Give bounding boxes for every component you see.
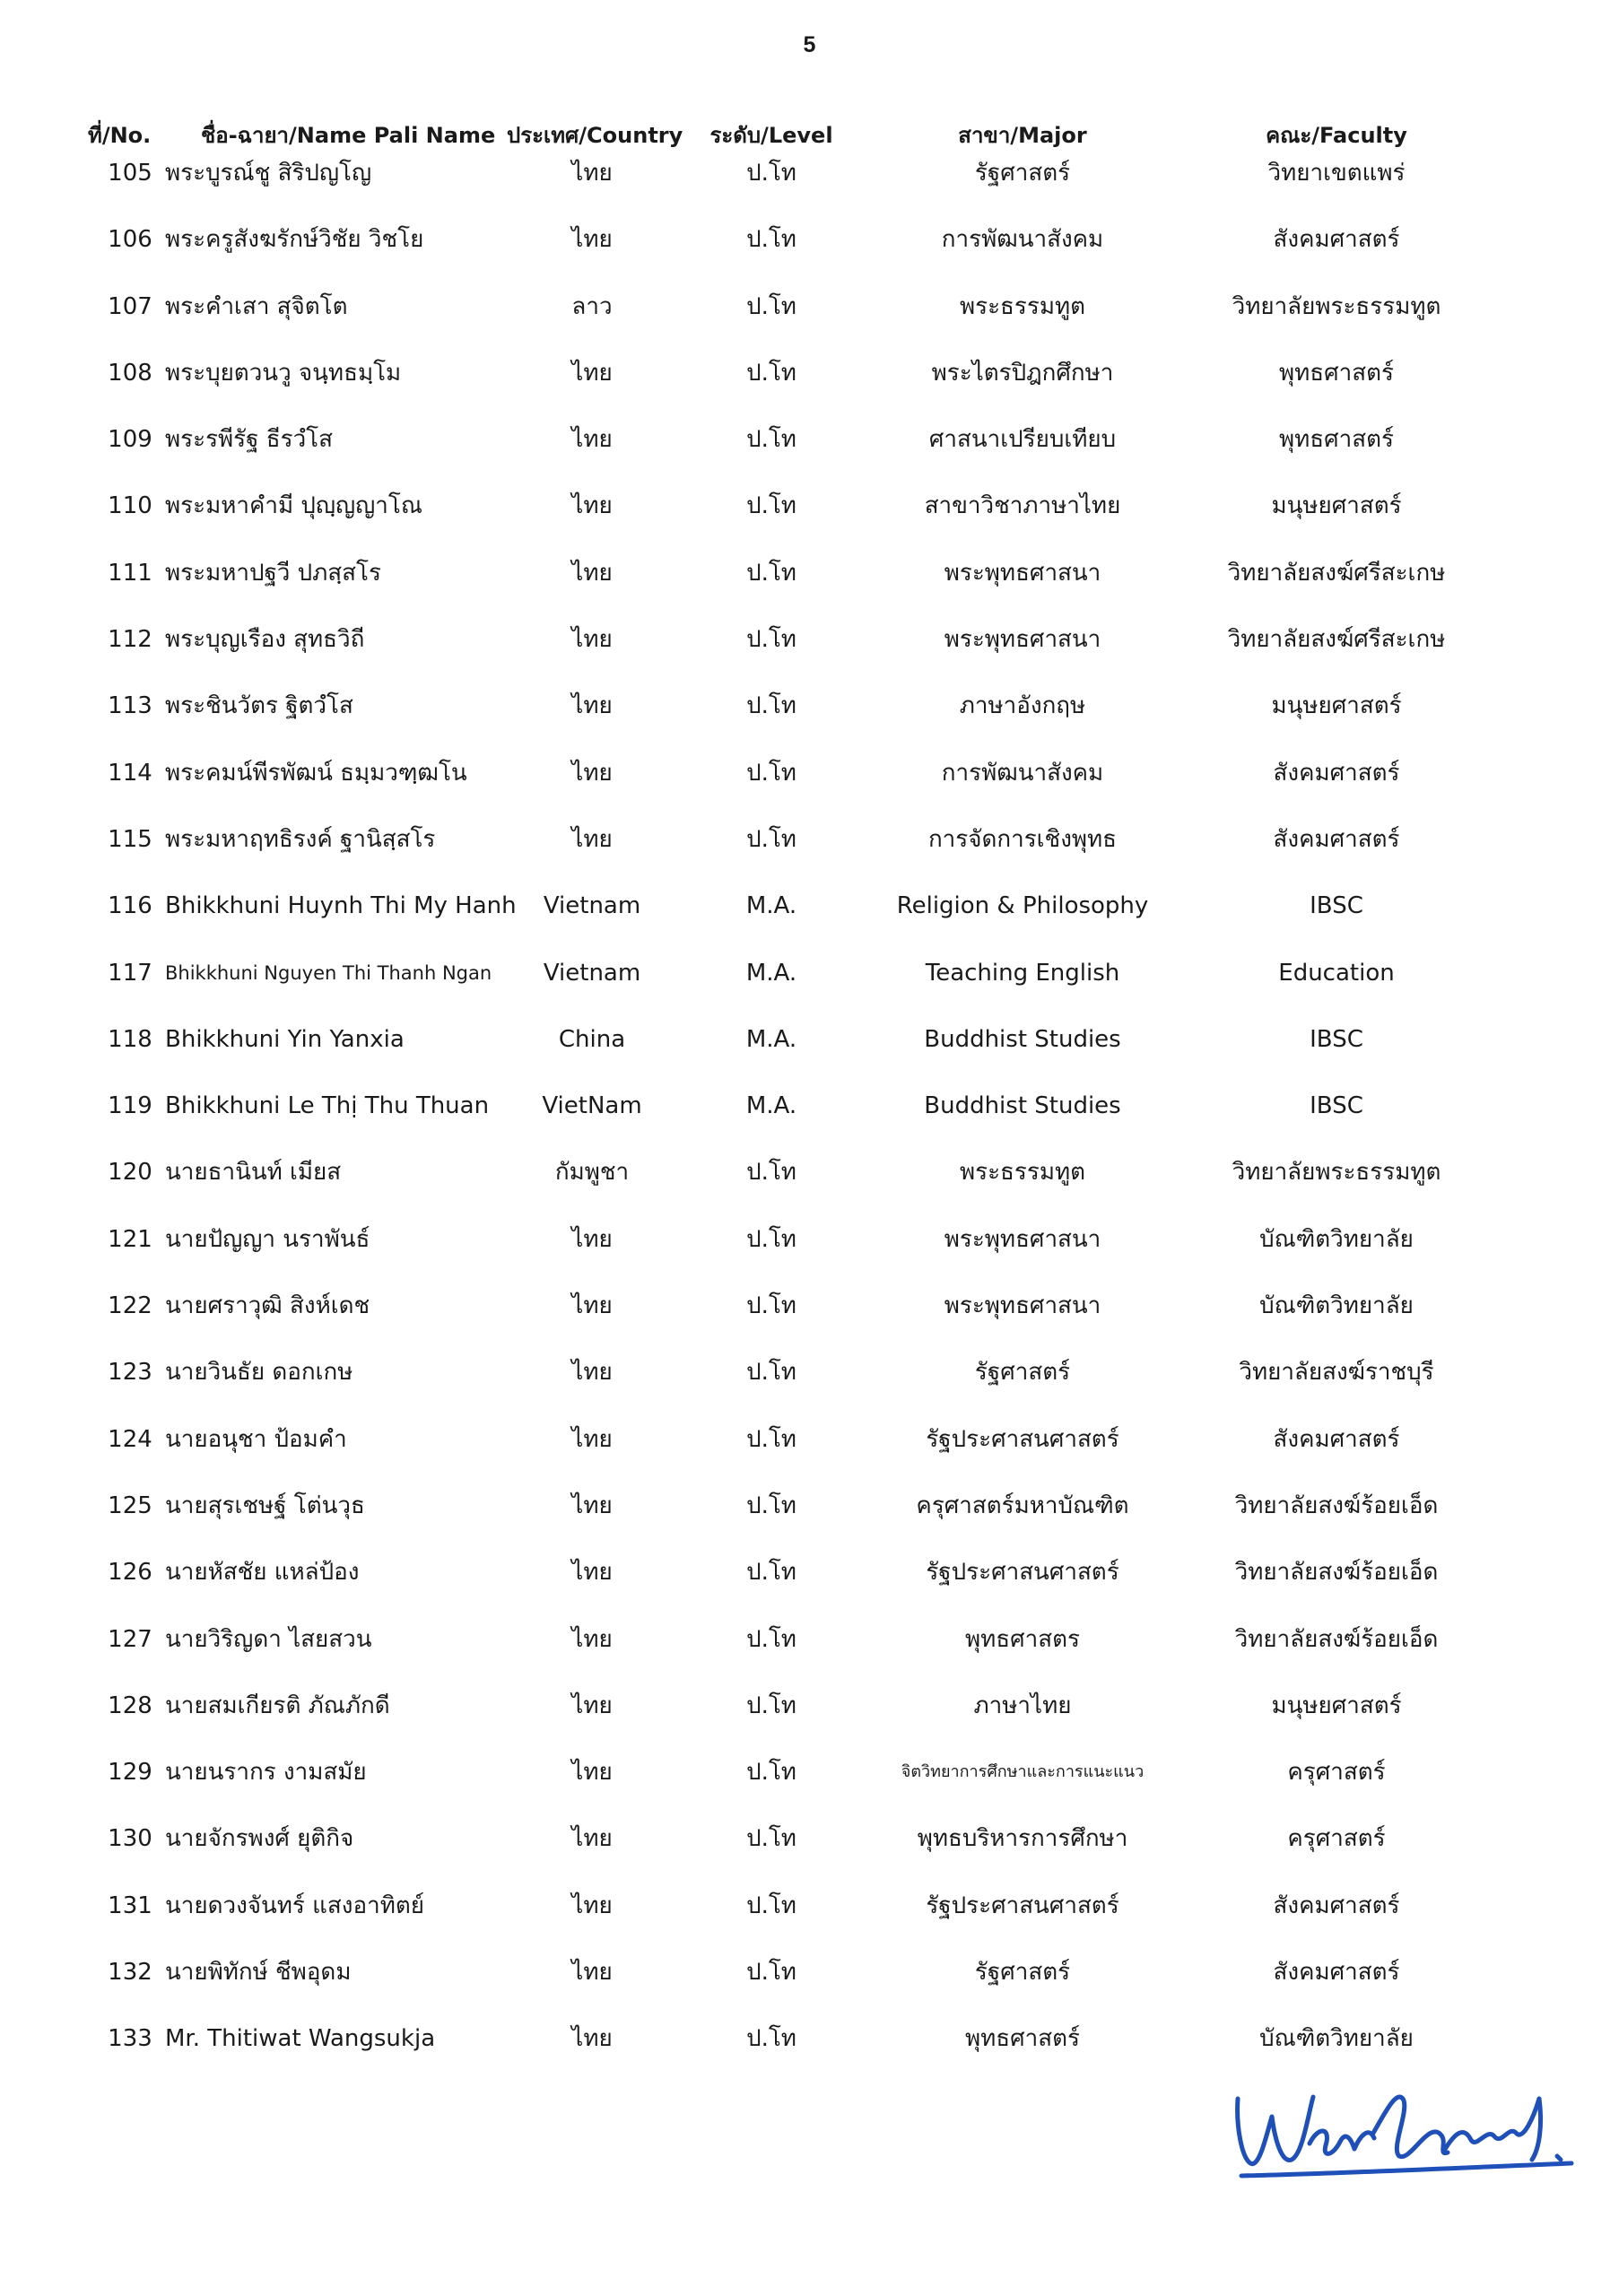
cell-no: 132 <box>108 1959 152 1987</box>
cell-faculty: วิทยาเขตแพร่ <box>1267 160 1406 187</box>
cell-country: ไทย <box>571 1892 613 1919</box>
cell-major: Buddhist Studies <box>924 1025 1121 1053</box>
table-row <box>0 621 1619 687</box>
cell-no: 118 <box>108 1025 152 1053</box>
cell-major: รัฐประศาสนศาสตร์ <box>926 1425 1119 1453</box>
header-no: ที่/No. <box>88 123 152 148</box>
cell-faculty: IBSC <box>1310 1025 1363 1053</box>
table-row <box>0 1087 1619 1153</box>
cell-country: ไทย <box>571 1759 613 1787</box>
cell-name: นายจักรพงศ์ ยุติกิจ <box>165 1825 354 1853</box>
cell-name: พระมหาฤทธิรงค์ ฐานิสฺสโร <box>165 825 436 853</box>
header-country: ประเทศ/Country <box>507 123 683 148</box>
cell-country: ไทย <box>571 1625 613 1653</box>
cell-name: นายอนุชา ป้อมคำ <box>165 1425 347 1453</box>
cell-name: นายวินธัย ดอกเกษ <box>165 1359 353 1387</box>
page-number: 5 <box>803 32 816 57</box>
cell-major: พระพุทธศาสนา <box>944 1292 1101 1320</box>
cell-faculty: บัณฑิตวิทยาลัย <box>1259 1225 1414 1253</box>
table-row <box>0 687 1619 753</box>
cell-no: 120 <box>108 1159 152 1187</box>
cell-country: ไทย <box>571 1225 613 1253</box>
cell-no: 106 <box>108 226 152 254</box>
cell-major: จิตวิทยาการศึกษาและการแนะแนว <box>901 1762 1145 1782</box>
cell-major: Buddhist Studies <box>924 1092 1121 1120</box>
cell-country: ไทย <box>571 1692 613 1719</box>
cell-level: ป.โท <box>746 825 796 853</box>
table-row <box>0 954 1619 1021</box>
cell-faculty: Education <box>1278 959 1395 987</box>
cell-level: ป.โท <box>746 1959 796 1987</box>
cell-faculty: สังคมศาสตร์ <box>1273 1959 1400 1987</box>
cell-name: พระมหาปฐวี ปภสฺสโร <box>165 559 381 587</box>
cell-name: Bhikkhuni Nguyen Thi Thanh Ngan <box>165 961 492 984</box>
table-row <box>0 1887 1619 1953</box>
cell-name: พระมหาคำมี ปุญฺญญาโณ <box>165 492 422 520</box>
cell-faculty: วิทยาลัยพระธรรมทูต <box>1232 1159 1441 1187</box>
cell-level: ป.โท <box>746 759 796 787</box>
cell-country: ลาว <box>571 292 613 320</box>
cell-no: 121 <box>108 1225 152 1253</box>
table-row <box>0 288 1619 354</box>
cell-name: พระคมน์พีรพัฒน์ ธมฺมวฑฺฒโน <box>165 759 467 787</box>
cell-name: นายธานินท์ เมียส <box>165 1159 342 1187</box>
cell-major: ภาษาไทย <box>973 1692 1072 1719</box>
cell-name: พระชินวัตร ฐิตวํโส <box>165 692 353 720</box>
table-row <box>0 1621 1619 1687</box>
cell-faculty: บัณฑิตวิทยาลัย <box>1259 1292 1414 1320</box>
cell-no: 112 <box>108 626 152 654</box>
cell-no: 131 <box>108 1892 152 1919</box>
table-row <box>0 154 1619 221</box>
cell-faculty: สังคมศาสตร์ <box>1273 825 1400 853</box>
cell-country: ไทย <box>571 1359 613 1387</box>
cell-country: ไทย <box>571 825 613 853</box>
cell-faculty: วิทยาลัยสงฆ์ร้อยเอ็ด <box>1234 1625 1439 1653</box>
cell-country: ไทย <box>571 1292 613 1320</box>
cell-faculty: วิทยาลัยพระธรรมทูต <box>1232 292 1441 320</box>
table-row <box>0 887 1619 953</box>
cell-country: ไทย <box>571 2025 613 2053</box>
cell-level: M.A. <box>745 1025 797 1053</box>
cell-level: ป.โท <box>746 1492 796 1519</box>
cell-no: 124 <box>108 1425 152 1453</box>
cell-level: M.A. <box>745 1092 797 1120</box>
table-row <box>0 1753 1619 1820</box>
cell-major: Teaching English <box>925 959 1120 987</box>
cell-name: นายสุรเชษฐ์ โต่นวุธ <box>165 1492 365 1519</box>
cell-faculty: สังคมศาสตร์ <box>1273 1425 1400 1453</box>
cell-country: ไทย <box>571 1959 613 1987</box>
table-row <box>0 1421 1619 1487</box>
table-row <box>0 1221 1619 1287</box>
cell-name: นายศราวุฒิ สิงห์เดช <box>165 1292 370 1320</box>
table-row <box>0 1953 1619 2020</box>
table-row <box>0 1487 1619 1553</box>
cell-name: Bhikkhuni Le Thị Thu Thuan <box>165 1092 490 1120</box>
student-list-table <box>0 117 1619 2087</box>
cell-level: ป.โท <box>746 1692 796 1719</box>
cell-name: นายปัญญา นราพันธ์ <box>165 1225 370 1253</box>
cell-no: 123 <box>108 1359 152 1387</box>
cell-name: Bhikkhuni Yin Yanxia <box>165 1025 405 1053</box>
cell-faculty: วิทยาลัยสงฆ์ศรีสะเกษ <box>1227 626 1446 654</box>
cell-no: 109 <box>108 426 152 454</box>
cell-level: ป.โท <box>746 160 796 187</box>
cell-major: รัฐศาสตร์ <box>974 1359 1071 1387</box>
table-row <box>0 1287 1619 1353</box>
cell-faculty: สังคมศาสตร์ <box>1273 1892 1400 1919</box>
cell-level: ป.โท <box>746 359 796 387</box>
cell-no: 119 <box>108 1092 152 1120</box>
cell-country: ไทย <box>571 426 613 454</box>
cell-name: พระครูสังฆรักษ์วิชัย วิชโย <box>165 226 424 254</box>
cell-faculty: วิทยาลัยสงฆ์ร้อยเอ็ด <box>1234 1492 1439 1519</box>
cell-faculty: วิทยาลัยสงฆ์ราชบุรี <box>1239 1359 1434 1387</box>
cell-country: กัมพูชา <box>554 1159 630 1187</box>
table-row <box>0 1021 1619 1087</box>
cell-faculty: IBSC <box>1310 892 1363 920</box>
cell-level: ป.โท <box>746 1159 796 1187</box>
cell-no: 113 <box>108 692 152 720</box>
cell-faculty: ครุศาสตร์ <box>1287 1759 1386 1787</box>
table-body <box>0 154 1619 2087</box>
table-row <box>0 221 1619 287</box>
table-header-row <box>0 117 1619 154</box>
cell-no: 111 <box>108 559 152 587</box>
cell-major: พุทธศาสตร <box>965 1625 1080 1653</box>
cell-no: 129 <box>108 1759 152 1787</box>
cell-level: ป.โท <box>746 1625 796 1653</box>
cell-level: ป.โท <box>746 1292 796 1320</box>
cell-level: ป.โท <box>746 1892 796 1919</box>
header-major: สาขา/Major <box>958 123 1087 148</box>
cell-major: พระพุทธศาสนา <box>944 626 1101 654</box>
cell-faculty: บัณฑิตวิทยาลัย <box>1259 2025 1414 2053</box>
cell-country: Vietnam <box>543 892 641 920</box>
cell-name: พระคำเสา สุจิตโต <box>165 292 348 320</box>
table-row <box>0 1687 1619 1753</box>
header-faculty: คณะ/Faculty <box>1266 123 1407 148</box>
cell-level: ป.โท <box>746 626 796 654</box>
cell-country: ไทย <box>571 1425 613 1453</box>
cell-major: พุทธบริหารการศึกษา <box>917 1825 1128 1853</box>
cell-major: ครุศาสตร์มหาบัณฑิต <box>916 1492 1129 1519</box>
cell-level: ป.โท <box>746 292 796 320</box>
signature-image <box>1220 2063 1588 2206</box>
cell-major: การพัฒนาสังคม <box>941 226 1104 254</box>
cell-major: Religion & Philosophy <box>896 892 1149 920</box>
cell-level: ป.โท <box>746 492 796 520</box>
cell-name: นายวิริญดา ไสยสวน <box>165 1625 372 1653</box>
cell-faculty: พุทธศาสตร์ <box>1279 359 1394 387</box>
cell-level: M.A. <box>745 959 797 987</box>
cell-faculty: สังคมศาสตร์ <box>1273 226 1400 254</box>
cell-country: China <box>558 1025 626 1053</box>
cell-faculty: วิทยาลัยสงฆ์ศรีสะเกษ <box>1227 559 1446 587</box>
cell-no: 105 <box>108 160 152 187</box>
cell-no: 127 <box>108 1625 152 1653</box>
cell-no: 126 <box>108 1559 152 1587</box>
cell-level: ป.โท <box>746 226 796 254</box>
cell-no: 130 <box>108 1825 152 1853</box>
table-row <box>0 754 1619 821</box>
table-row <box>0 1153 1619 1220</box>
cell-faculty: พุทธศาสตร์ <box>1279 426 1394 454</box>
cell-major: พระธรรมทูต <box>959 292 1086 320</box>
cell-country: ไทย <box>571 626 613 654</box>
cell-level: ป.โท <box>746 426 796 454</box>
cell-country: ไทย <box>571 1559 613 1587</box>
header-name: ชื่อ-ฉายา/Name Pali Name <box>201 123 496 148</box>
cell-name: Mr. Thitiwat Wangsukja <box>165 2025 436 2053</box>
cell-country: ไทย <box>571 492 613 520</box>
cell-name: นายพิทักษ์ ชีพอุดม <box>165 1959 352 1987</box>
cell-major: ภาษาอังกฤษ <box>959 692 1086 720</box>
cell-faculty: วิทยาลัยสงฆ์ร้อยเอ็ด <box>1234 1559 1439 1587</box>
header-level: ระดับ/Level <box>709 123 833 148</box>
table-row <box>0 1353 1619 1420</box>
cell-name: พระบูรณ์ชู สิริปญโญ <box>165 160 372 187</box>
cell-no: 125 <box>108 1492 152 1519</box>
cell-no: 116 <box>108 892 152 920</box>
cell-level: ป.โท <box>746 1425 796 1453</box>
cell-level: ป.โท <box>746 1825 796 1853</box>
cell-country: ไทย <box>571 1825 613 1853</box>
cell-level: ป.โท <box>746 2025 796 2053</box>
cell-no: 110 <box>108 492 152 520</box>
table-row <box>0 354 1619 421</box>
cell-no: 107 <box>108 292 152 320</box>
cell-country: ไทย <box>571 359 613 387</box>
cell-country: Vietnam <box>543 959 641 987</box>
cell-country: ไทย <box>571 160 613 187</box>
cell-level: M.A. <box>745 892 797 920</box>
cell-country: VietNam <box>542 1092 642 1120</box>
table-row <box>0 554 1619 621</box>
cell-major: สาขาวิชาภาษาไทย <box>924 492 1121 520</box>
cell-level: ป.โท <box>746 1359 796 1387</box>
cell-major: พระพุทธศาสนา <box>944 559 1101 587</box>
cell-major: พุทธศาสตร์ <box>965 2025 1080 2053</box>
cell-level: ป.โท <box>746 1225 796 1253</box>
cell-country: ไทย <box>571 559 613 587</box>
cell-country: ไทย <box>571 226 613 254</box>
table-row <box>0 821 1619 887</box>
cell-level: ป.โท <box>746 1559 796 1587</box>
cell-name: พระบุญเรือง สุทธวิถี <box>165 626 365 654</box>
cell-major: รัฐประศาสนศาสตร์ <box>926 1892 1119 1919</box>
cell-major: พระธรรมทูต <box>959 1159 1086 1187</box>
cell-name: พระบุยตวนวู จนฺทธมฺโม <box>165 359 402 387</box>
cell-major: การพัฒนาสังคม <box>941 759 1104 787</box>
cell-faculty: ครุศาสตร์ <box>1287 1825 1386 1853</box>
cell-major: การจัดการเชิงพุทธ <box>927 825 1118 853</box>
cell-name: นายนรากร งามสมัย <box>165 1759 367 1787</box>
cell-major: รัฐศาสตร์ <box>974 160 1071 187</box>
cell-faculty: มนุษยศาสตร์ <box>1271 692 1402 720</box>
cell-faculty: IBSC <box>1310 1092 1363 1120</box>
cell-faculty: มนุษยศาสตร์ <box>1271 492 1402 520</box>
cell-name: Bhikkhuni Huynh Thi My Hanh <box>165 892 517 920</box>
cell-name: พระรพีรัฐ ธีรวํโส <box>165 426 334 454</box>
table-row <box>0 487 1619 553</box>
table-row <box>0 1553 1619 1620</box>
cell-no: 128 <box>108 1692 152 1719</box>
cell-no: 108 <box>108 359 152 387</box>
cell-name: นายดวงจันทร์ แสงอาทิตย์ <box>165 1892 424 1919</box>
cell-no: 133 <box>108 2025 152 2053</box>
cell-level: ป.โท <box>746 1759 796 1787</box>
cell-name: นายหัสชัย แหล่ป้อง <box>165 1559 360 1587</box>
cell-faculty: สังคมศาสตร์ <box>1273 759 1400 787</box>
cell-faculty: มนุษยศาสตร์ <box>1271 1692 1402 1719</box>
cell-no: 114 <box>108 759 152 787</box>
cell-no: 122 <box>108 1292 152 1320</box>
cell-country: ไทย <box>571 759 613 787</box>
cell-no: 115 <box>108 825 152 853</box>
cell-country: ไทย <box>571 1492 613 1519</box>
cell-major: พระไตรปิฎกศึกษา <box>931 359 1114 387</box>
table-row <box>0 421 1619 487</box>
cell-level: ป.โท <box>746 692 796 720</box>
cell-level: ป.โท <box>746 559 796 587</box>
cell-major: รัฐศาสตร์ <box>974 1959 1071 1987</box>
cell-major: รัฐประศาสนศาสตร์ <box>926 1559 1119 1587</box>
cell-name: นายสมเกียรติ ภัณภักดี <box>165 1692 390 1719</box>
cell-no: 117 <box>108 959 152 987</box>
cell-country: ไทย <box>571 692 613 720</box>
cell-major: ศาสนาเปรียบเทียบ <box>928 426 1117 454</box>
cell-major: พระพุทธศาสนา <box>944 1225 1101 1253</box>
table-row <box>0 1820 1619 1886</box>
